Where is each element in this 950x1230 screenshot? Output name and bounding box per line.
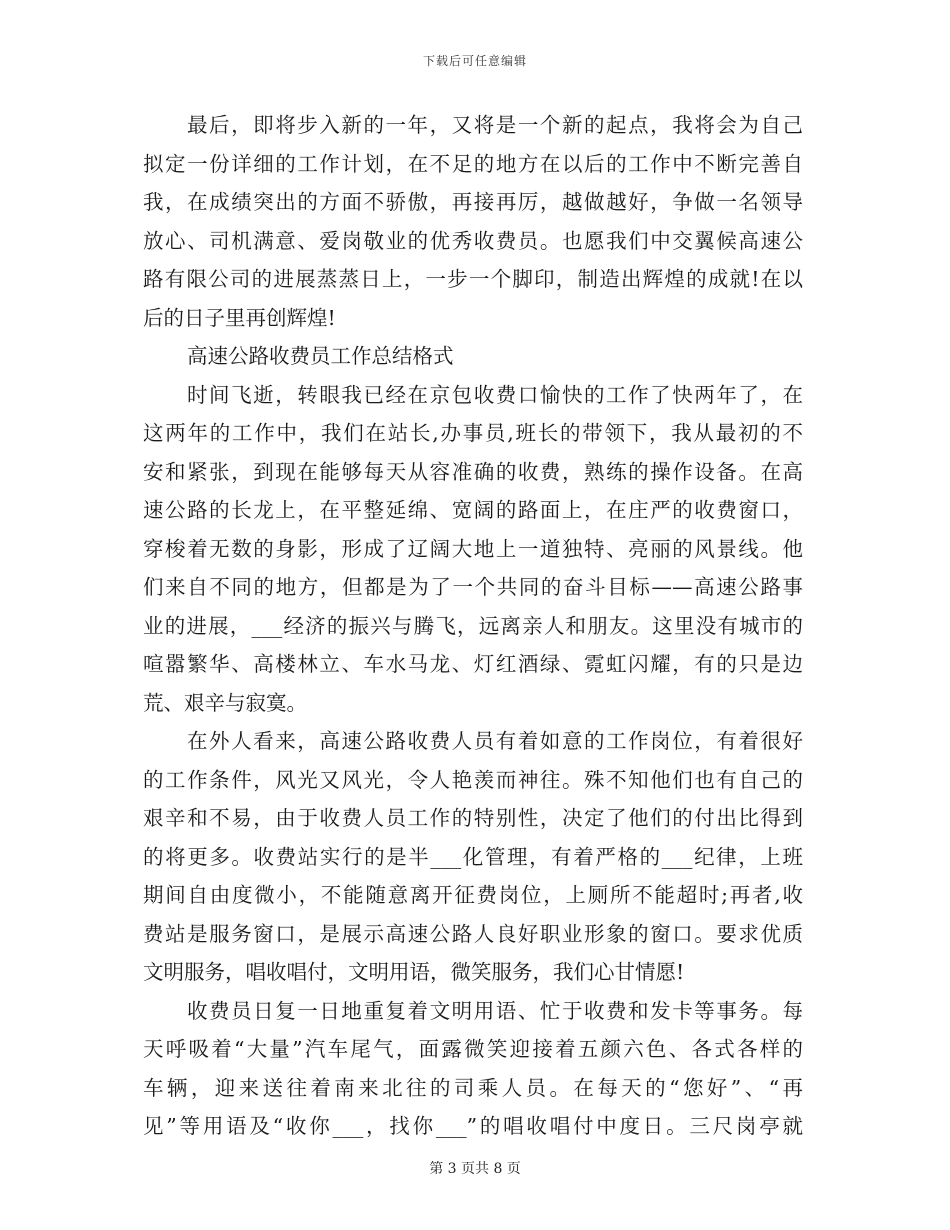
body-line: 荒、艰辛与寂寞。: [143, 690, 307, 715]
body-line: 文明服务，唱收唱付，文明用语，微笑服务，我们心甘情愿!: [143, 960, 685, 984]
body-line: 天呼吸着“大量”汽车尾气，面露微笑迎接着五颜六色、各式各样的: [143, 1037, 803, 1061]
body-line: 时间飞逝，转眼我已经在京包收费口愉快的工作了快两年了，在: [187, 382, 803, 407]
body-line: 拟定一份详细的工作计划，在不足的地方在以后的工作中不断完善自: [143, 151, 803, 176]
body-line: 的工作条件，风光又风光，令人艳羡而神往。殊不知他们也有自己的: [143, 767, 803, 792]
body-line: 后的日子里再创辉煌!: [143, 305, 336, 330]
body-line: 我，在成绩突出的方面不骄傲，再接再厉，越做越好，争做一名领导: [143, 190, 803, 214]
body-line: 艰辛和不易，由于收费人员工作的特别性，决定了他们的付出比得到: [143, 806, 803, 830]
body-line: 路有限公司的进展蒸蒸日上，一步一个脚印，制造出辉煌的成就!在以: [143, 267, 803, 291]
body-line: 车辆，迎来送往着南来北往的司乘人员。在每天的“您好”、“再: [143, 1075, 803, 1100]
page-number: 第 3 页共 8 页: [429, 1161, 521, 1177]
document-body: [143, 106, 803, 1146]
body-line: 期间自由度微小，不能随意离开征费岗位，上厕所不能超时;再者,收: [143, 883, 803, 907]
body-line: 最后，即将步入新的一年，又将是一个新的起点，我将会为自己: [187, 113, 803, 137]
body-line: 放心、司机满意、爱岗敬业的优秀收费员。也愿我们中交翼候高速公: [143, 228, 803, 253]
body-line: 们来自不同的地方，但都是为了一个共同的奋斗目标——高速公路事: [143, 575, 803, 599]
body-line: 的将更多。收费站实行的是半___化管理，有着严格的___纪律，上班: [143, 844, 803, 869]
body-line: 喧嚣繁华、高楼林立、车水马龙、灯红酒绿、霓虹闪耀，有的只是边: [143, 652, 803, 676]
body-line: 收费员日复一日地重复着文明用语、忙于收费和发卡等事务。每: [187, 998, 803, 1023]
body-line: 这两年的工作中，我们在站长,办事员,班长的带领下，我从最初的不: [143, 421, 803, 445]
body-line: 穿梭着无数的身影，形成了辽阔大地上一道独特、亮丽的风景线。他: [143, 536, 803, 561]
body-line: 在外人看来，高速公路收费人员有着如意的工作岗位，有着很好: [187, 729, 803, 753]
body-line: 速公路的长龙上，在平整延绵、宽阔的路面上，在庄严的收费窗口，: [143, 498, 803, 522]
section-heading: 高速公路收费员工作总结格式: [187, 344, 454, 368]
body-line: 安和紧张，到现在能够每天从容准确的收费，熟练的操作设备。在高: [143, 459, 803, 484]
body-line: 见”等用语及“收你___，找你___”的唱收唱付中度日。三尺岗亭就: [143, 1114, 803, 1138]
body-line: 业的进展，___经济的振兴与腾飞，远离亲人和朋友。这里没有城市的: [143, 613, 803, 638]
body-line: 费站是服务窗口，是展示高速公路人良好职业形象的窗口。要求优质: [143, 921, 803, 946]
page-header: 下载后可任意编辑: [422, 54, 527, 68]
